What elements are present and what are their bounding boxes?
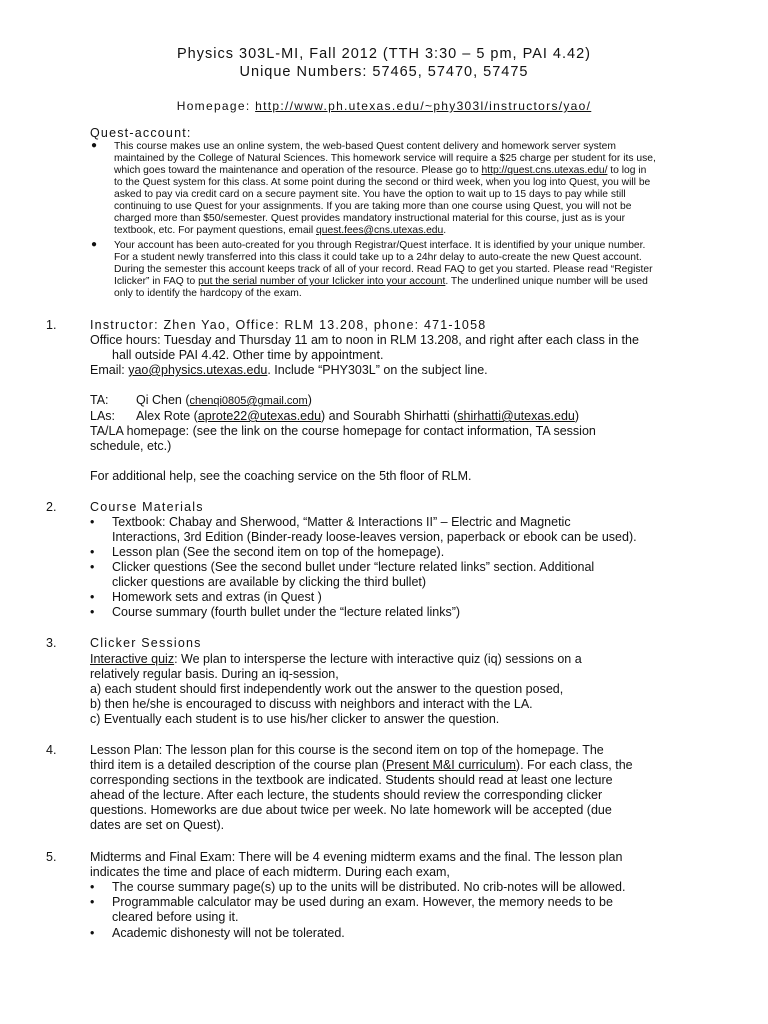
bullet-mark: •: [90, 926, 95, 940]
text-segment: ): [574, 409, 580, 423]
quiz-label: Interactive quiz: [90, 652, 175, 666]
instructor-line: Instructor: Zhen Yao, Office: RLM 13.208, phone: 471-1058: [90, 318, 487, 332]
email-label: Email:: [90, 363, 129, 377]
text-segment: ): [307, 393, 312, 407]
text-segment: : We plan to intersperse the lecture with interactive quiz (iq) sessions on a: [174, 652, 582, 666]
bullet-mark: •: [90, 895, 95, 909]
list-item: Course summary (fourth bullet under the “lecture related links”): [112, 605, 461, 619]
list-item: a) each student should first independently work out the answer to the question posed,: [90, 682, 564, 696]
section-number: 2.: [46, 500, 57, 514]
ta-homepage-line: TA/LA homepage: (see the link on the course homepage for contact information, TA session: [90, 424, 596, 438]
quest-heading: Quest-account:: [90, 126, 192, 140]
section-heading: Clicker Sessions: [90, 636, 202, 650]
paragraph-line: Midterms and Final Exam: There will be 4 evening midterm exams and the final. The lesson plan: [90, 850, 623, 864]
ta-line: [136, 393, 312, 407]
ta-email-link[interactable]: chenqi0805@gmail.com: [189, 395, 308, 407]
paragraph-line: indicates the time and place of each midterm. During each exam,: [90, 865, 450, 879]
list-item: The course summary page(s) up to the units will be distributed. No crib-notes will be allowed.: [112, 880, 626, 894]
paragraph-line: corresponding sections in the textbook are indicated. Students should read at least one lecture: [90, 773, 613, 787]
list-item: Interactions, 3rd Edition (Binder-ready loose-leaves version, paperback or ebook can be used).: [112, 530, 637, 544]
homepage-link[interactable]: http://www.ph.utexas.edu/~phy303l/instructors/yao/: [255, 99, 592, 113]
bullet-mark: •: [90, 590, 95, 604]
quest-bullet2-line: During the semester this account keeps track of all of your record. Read FAQ to get you started. Please read “Register: [114, 264, 653, 275]
las-line: [136, 409, 579, 423]
ta-homepage-line: schedule, etc.): [90, 439, 172, 453]
ta-name: Qi Chen (: [136, 393, 190, 407]
instructor-email-link[interactable]: yao@physics.utexas.edu: [128, 363, 268, 377]
quest-bullet2-line: For a student newly transferred into this class it could take up to a 24hr delay to auto-create the new Quest account.: [114, 252, 642, 263]
list-item: Lesson plan (See the second item on top of the homepage).: [112, 545, 445, 559]
unique-numbers: Unique Numbers: 57465, 57470, 57475: [239, 64, 529, 80]
bullet-dot: ●: [91, 140, 98, 151]
text-segment: .: [443, 225, 447, 236]
section-heading: Course Materials: [90, 500, 204, 514]
paragraph-line: ahead of the lecture. After each lecture, the students should review the corresponding clicker: [90, 788, 603, 802]
list-item: cleared before using it.: [112, 910, 239, 924]
text-segment: Iclicker” in FAQ to: [114, 276, 199, 287]
quest-bullet1-line: [114, 225, 446, 237]
quest-bullet2-line: Your account has been auto-created for you through Registrar/Quest interface. It is identified by your unique number.: [114, 240, 646, 251]
section-number: 1.: [46, 318, 57, 332]
list-item: Academic dishonesty will not be tolerated.: [112, 926, 345, 940]
text-segment: textbook, etc. For payment questions, email: [114, 225, 317, 236]
bullet-mark: •: [90, 545, 95, 559]
bullet-mark: •: [90, 605, 95, 619]
bullet-mark: •: [90, 515, 95, 529]
text-segment: ) and Sourabh Shirhatti (: [321, 409, 458, 423]
office-hours-line: Office hours: Tuesday and Thursday 11 am to noon in RLM 13.208, and right after each class in the: [90, 333, 639, 347]
list-item: c) Eventually each student is to use his/her clicker to answer the question.: [90, 712, 500, 726]
list-item: clicker questions are available by clicking the third bullet): [112, 575, 427, 589]
quest-bullet1-line: continuing to use Quest for your assignments. If you are taking more than one course using Quest, you will not be: [114, 201, 632, 212]
bullet-dot: ●: [91, 239, 98, 250]
text-segment: . The underlined unique number will be used: [445, 276, 648, 287]
list-item: b) then he/she is encouraged to discuss with neighbors and interact with the LA.: [90, 697, 533, 711]
quest-bullet1-line: maintained by the College of Natural Sciences. This homework service will require a $25 charge per student for its use,: [114, 153, 656, 164]
quest-bullet1-line: asked to pay via credit card on a secure payment site. You have the option to wait up to 15 days to pay while still: [114, 189, 626, 200]
quest-fees-email-link[interactable]: quest.fees@cns.utexas.edu: [316, 225, 444, 236]
quest-bullet1-line: This course makes use an online system, the web-based Quest content delivery and homework server system: [114, 141, 616, 152]
text-segment: Alex Rote (: [136, 409, 198, 423]
list-item: Textbook: Chabay and Sherwood, “Matter & Interactions II” – Electric and Magnetic: [112, 515, 571, 529]
bullet-mark: •: [90, 560, 95, 574]
paragraph-line: dates are set on Quest).: [90, 818, 225, 832]
quest-bullet2-line: only to identify the hardcopy of the exam.: [114, 288, 302, 299]
text-segment: to log in: [607, 165, 647, 176]
homepage-label: Homepage:: [176, 99, 256, 113]
office-hours-line: hall outside PAI 4.42. Other time by appointment.: [112, 348, 384, 362]
la-email-link[interactable]: aprote22@utexas.edu: [197, 409, 322, 423]
section-number: 4.: [46, 743, 57, 757]
text-segment: which goes toward the maintenance and operation of the resource. Please go to: [114, 165, 482, 176]
text-segment: ). For each class, the: [515, 758, 633, 772]
list-item: Clicker questions (See the second bullet under “lecture related links” section. Additional: [112, 560, 595, 574]
ta-label: TA:: [90, 393, 109, 407]
paragraph-line: Lesson Plan: The lesson plan for this course is the second item on top of the homepage. The: [90, 743, 604, 757]
paragraph-line: [90, 758, 633, 772]
paragraph-line: questions. Homeworks are due about twice per week. No late homework will be accepted (due: [90, 803, 612, 817]
homepage-line: [0, 99, 768, 113]
quest-bullet1-line: charged more than $50/semester. Quest provides mandatory instructional material for this course, just as is your: [114, 213, 626, 224]
curriculum-link[interactable]: Present M&I curriculum: [386, 758, 516, 772]
text-segment: third item is a detailed description of the course plan (: [90, 758, 386, 772]
quest-bullet1-line: [114, 165, 646, 177]
bullet-mark: •: [90, 880, 95, 894]
coaching-line: For additional help, see the coaching service on the 5th floor of RLM.: [90, 469, 472, 483]
quest-link[interactable]: http://quest.cns.utexas.edu/: [481, 165, 608, 176]
quest-bullet1-line: to the Quest system for this class. At some point during the second or third week, when you log into Quest, you will be: [114, 177, 651, 188]
email-line: [90, 363, 488, 377]
quiz-line: [90, 652, 582, 666]
list-item: Homework sets and extras (in Quest ): [112, 590, 322, 604]
section-number: 3.: [46, 636, 57, 650]
paragraph-line: relatively regular basis. During an iq-session,: [90, 667, 339, 681]
underlined-text: put the serial number of your Iclicker into your account: [198, 276, 446, 287]
email-note: . Include “PHY303L” on the subject line.: [267, 363, 488, 377]
list-item: Programmable calculator may be used during an exam. However, the memory needs to be: [112, 895, 613, 909]
quest-bullet2-line: [114, 276, 648, 288]
section-number: 5.: [46, 850, 57, 864]
page-title: Physics 303L-MI, Fall 2012 (TTH 3:30 – 5 pm, PAI 4.42): [177, 46, 591, 62]
la-email-link[interactable]: shirhatti@utexas.edu: [457, 409, 575, 423]
las-label: LAs:: [90, 409, 116, 423]
